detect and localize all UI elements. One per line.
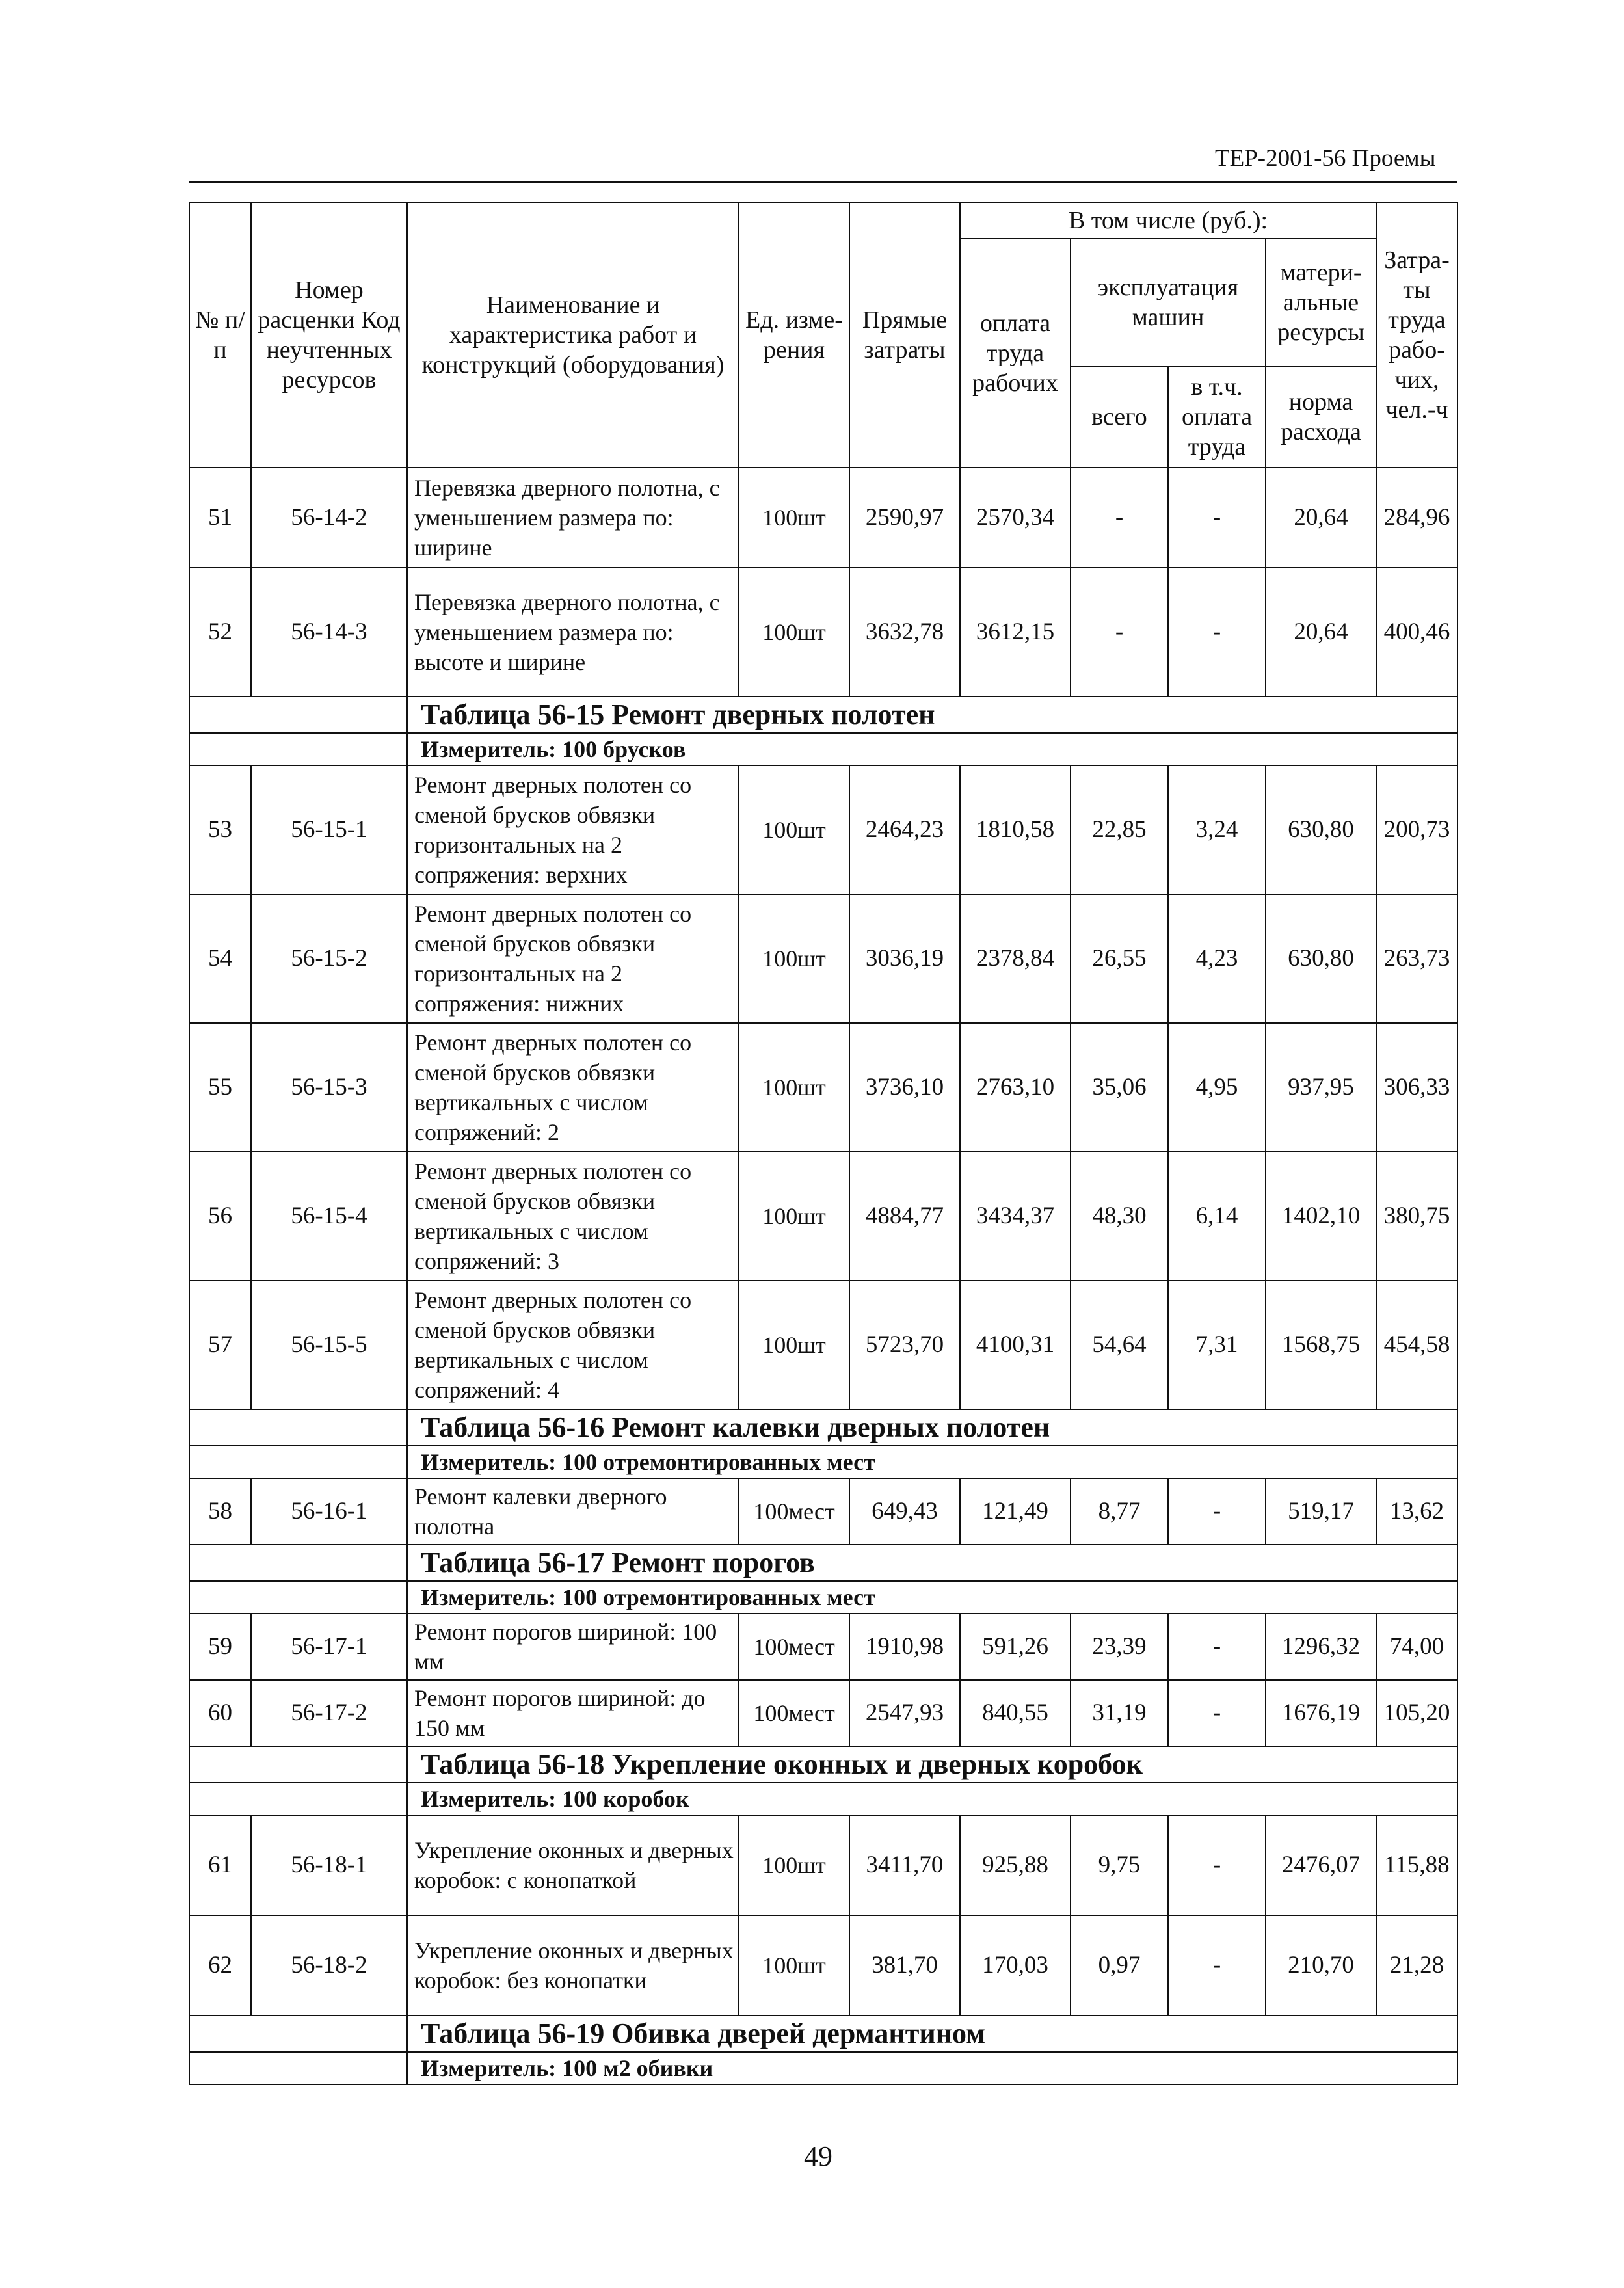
materials: 20,64 [1266,568,1376,697]
row-number: 62 [189,1915,251,2015]
labor-hours: 400,46 [1376,568,1458,697]
labor-pay: 2763,10 [960,1023,1071,1152]
materials: 20,64 [1266,468,1376,568]
labor-pay: 4100,31 [960,1281,1071,1409]
measure-spacer [189,2052,407,2084]
labor-pay: 3434,37 [960,1152,1071,1281]
materials: 1568,75 [1266,1281,1376,1409]
measure-title: Измеритель: 100 отремонтированных мест [407,1581,1458,1614]
unit: 100мест [739,1478,849,1545]
header-rule [189,181,1457,183]
labor-pay: 2378,84 [960,894,1071,1023]
unit: 100мест [739,1680,849,1746]
labor-hours: 380,75 [1376,1152,1458,1281]
direct-costs: 2464,23 [849,765,960,894]
header-labor-pay: оплата труда рабочих [960,239,1071,468]
direct-costs: 2590,97 [849,468,960,568]
rate-code: 56-15-1 [251,765,407,894]
work-name: Ремонт порогов шириной: 100 мм [407,1614,739,1680]
labor-hours: 74,00 [1376,1614,1458,1680]
row-number: 61 [189,1815,251,1915]
section-spacer [189,697,407,733]
section-title: Таблица 56-18 Укрепление оконных и дверных коробок [407,1746,1458,1783]
header-material-norm: норма расхода [1266,366,1376,468]
row-number: 53 [189,765,251,894]
section-row [189,2015,1458,2052]
measure-title: Измеритель: 100 брусков [407,733,1458,765]
machine-pay: - [1168,568,1266,697]
machine-total: - [1071,468,1168,568]
table-row [189,1614,1458,1680]
header-including: В том числе (руб.): [960,202,1376,239]
work-name: Ремонт дверных полотен со сменой брусков обвязки вертикальных с числом сопряжений: 3 [407,1152,739,1281]
rate-code: 56-14-2 [251,468,407,568]
machine-total: 48,30 [1071,1152,1168,1281]
section-spacer [189,1545,407,1581]
rate-code: 56-15-3 [251,1023,407,1152]
measure-title: Измеритель: 100 отремонтированных мест [407,1446,1458,1478]
rate-code: 56-17-2 [251,1680,407,1746]
work-name: Укрепление оконных и дверных коробок: с конопаткой [407,1815,739,1915]
header-direct-costs: Прямые затраты [849,202,960,468]
work-name: Укрепление оконных и дверных коробок: без конопатки [407,1915,739,2015]
labor-pay: 840,55 [960,1680,1071,1746]
section-title: Таблица 56-15 Ремонт дверных полотен [407,697,1458,733]
section-title: Таблица 56-16 Ремонт калевки дверных полотен [407,1409,1458,1446]
measure-row [189,2052,1458,2084]
header-unit: Ед. изме-рения [739,202,849,468]
table-row [189,468,1458,568]
rate-code: 56-18-2 [251,1915,407,2015]
labor-pay: 591,26 [960,1614,1071,1680]
rate-code: 56-15-4 [251,1152,407,1281]
table-row [189,1680,1458,1746]
table-row [189,1915,1458,2015]
direct-costs: 5723,70 [849,1281,960,1409]
header-no: № п/п [189,202,251,468]
machine-pay: 4,95 [1168,1023,1266,1152]
materials: 2476,07 [1266,1815,1376,1915]
measure-spacer [189,1581,407,1614]
direct-costs: 3632,78 [849,568,960,697]
row-number: 51 [189,468,251,568]
work-name: Ремонт дверных полотен со сменой брусков обвязки горизонтальных на 2 сопряжения: верхних [407,765,739,894]
machine-total: 22,85 [1071,765,1168,894]
section-spacer [189,2015,407,2052]
labor-hours: 105,20 [1376,1680,1458,1746]
measure-spacer [189,733,407,765]
section-title: Таблица 56-17 Ремонт порогов [407,1545,1458,1581]
row-number: 57 [189,1281,251,1409]
header-name: Наименование и характеристика работ и конструкций (оборудования) [407,202,739,468]
work-name: Ремонт порогов шириной: до 150 мм [407,1680,739,1746]
labor-pay: 170,03 [960,1915,1071,2015]
labor-hours: 200,73 [1376,765,1458,894]
section-row [189,1746,1458,1783]
unit: 100шт [739,1281,849,1409]
labor-pay: 1810,58 [960,765,1071,894]
machine-total: 8,77 [1071,1478,1168,1545]
header-machine-total: всего [1071,366,1168,468]
machine-pay: - [1168,1680,1266,1746]
section-title: Таблица 56-19 Обивка дверей дермантином [407,2015,1458,2052]
measure-row [189,1783,1458,1815]
machine-pay: - [1168,1614,1266,1680]
section-row [189,1545,1458,1581]
table-row [189,568,1458,697]
machine-pay: - [1168,1915,1266,2015]
rate-code: 56-15-5 [251,1281,407,1409]
materials: 1676,19 [1266,1680,1376,1746]
header-labor-hours: Затра-ты труда рабо-чих, чел.-ч [1376,202,1458,468]
row-number: 54 [189,894,251,1023]
unit: 100шт [739,1915,849,2015]
rate-code: 56-15-2 [251,894,407,1023]
machine-total: 23,39 [1071,1614,1168,1680]
labor-hours: 263,73 [1376,894,1458,1023]
labor-hours: 306,33 [1376,1023,1458,1152]
materials: 630,80 [1266,765,1376,894]
machine-total: 9,75 [1071,1815,1168,1915]
machine-pay: - [1168,1478,1266,1545]
unit: 100шт [739,568,849,697]
direct-costs: 3411,70 [849,1815,960,1915]
labor-hours: 454,58 [1376,1281,1458,1409]
work-name: Ремонт дверных полотен со сменой брусков обвязки вертикальных с числом сопряжений: 4 [407,1281,739,1409]
unit: 100шт [739,1815,849,1915]
row-number: 55 [189,1023,251,1152]
machine-total: 26,55 [1071,894,1168,1023]
unit: 100шт [739,1023,849,1152]
measure-row [189,733,1458,765]
labor-hours: 13,62 [1376,1478,1458,1545]
materials: 937,95 [1266,1023,1376,1152]
section-spacer [189,1409,407,1446]
labor-hours: 21,28 [1376,1915,1458,2015]
labor-pay: 2570,34 [960,468,1071,568]
table-row [189,1815,1458,1915]
labor-hours: 115,88 [1376,1815,1458,1915]
measure-title: Измеритель: 100 м2 обивки [407,2052,1458,2084]
table-row [189,1023,1458,1152]
header-machine-pay: в т.ч. оплата труда [1168,366,1266,468]
unit: 100шт [739,1152,849,1281]
machine-pay: 4,23 [1168,894,1266,1023]
machine-pay: - [1168,1815,1266,1915]
machine-total: 31,19 [1071,1680,1168,1746]
machine-total: 35,06 [1071,1023,1168,1152]
row-number: 56 [189,1152,251,1281]
row-number: 60 [189,1680,251,1746]
machine-total: 54,64 [1071,1281,1168,1409]
work-name: Перевязка дверного полотна, с уменьшением размера по: ширине [407,468,739,568]
table-row [189,894,1458,1023]
machine-pay: 7,31 [1168,1281,1266,1409]
machine-pay: - [1168,468,1266,568]
materials: 1402,10 [1266,1152,1376,1281]
header-materials: матери-альные ресурсы [1266,239,1376,366]
machine-pay: 3,24 [1168,765,1266,894]
measure-title: Измеритель: 100 коробок [407,1783,1458,1815]
machine-total: - [1071,568,1168,697]
labor-pay: 3612,15 [960,568,1071,697]
document-header: ТЕР-2001-56 Проемы [1215,145,1436,172]
table-row [189,1478,1458,1545]
direct-costs: 2547,93 [849,1680,960,1746]
work-name: Перевязка дверного полотна, с уменьшением размера по: высоте и ширине [407,568,739,697]
rates-table [189,202,1458,2085]
unit: 100шт [739,765,849,894]
materials: 1296,32 [1266,1614,1376,1680]
work-name: Ремонт дверных полотен со сменой брусков обвязки горизонтальных на 2 сопряжения: нижних [407,894,739,1023]
unit: 100шт [739,894,849,1023]
labor-hours: 284,96 [1376,468,1458,568]
direct-costs: 649,43 [849,1478,960,1545]
rate-code: 56-17-1 [251,1614,407,1680]
header-code: Номер расценки Код неучтенных ресурсов [251,202,407,468]
materials: 519,17 [1266,1478,1376,1545]
direct-costs: 3736,10 [849,1023,960,1152]
page-number: 49 [804,2140,832,2172]
row-number: 59 [189,1614,251,1680]
direct-costs: 4884,77 [849,1152,960,1281]
measure-row [189,1446,1458,1478]
measure-row [189,1581,1458,1614]
table-row [189,1281,1458,1409]
materials: 630,80 [1266,894,1376,1023]
section-spacer [189,1746,407,1783]
machine-total: 0,97 [1071,1915,1168,2015]
direct-costs: 1910,98 [849,1614,960,1680]
rate-code: 56-16-1 [251,1478,407,1545]
rate-code: 56-18-1 [251,1815,407,1915]
rate-code: 56-14-3 [251,568,407,697]
machine-pay: 6,14 [1168,1152,1266,1281]
work-name: Ремонт калевки дверного полотна [407,1478,739,1545]
work-name: Ремонт дверных полотен со сменой брусков обвязки вертикальных с числом сопряжений: 2 [407,1023,739,1152]
header-machine-operation: эксплуатация машин [1071,239,1266,366]
table-row [189,1152,1458,1281]
unit: 100мест [739,1614,849,1680]
row-number: 52 [189,568,251,697]
labor-pay: 121,49 [960,1478,1071,1545]
measure-spacer [189,1446,407,1478]
labor-pay: 925,88 [960,1815,1071,1915]
direct-costs: 381,70 [849,1915,960,2015]
direct-costs: 3036,19 [849,894,960,1023]
materials: 210,70 [1266,1915,1376,2015]
table-row [189,765,1458,894]
unit: 100шт [739,468,849,568]
measure-spacer [189,1783,407,1815]
section-row [189,1409,1458,1446]
section-row [189,697,1458,733]
row-number: 58 [189,1478,251,1545]
